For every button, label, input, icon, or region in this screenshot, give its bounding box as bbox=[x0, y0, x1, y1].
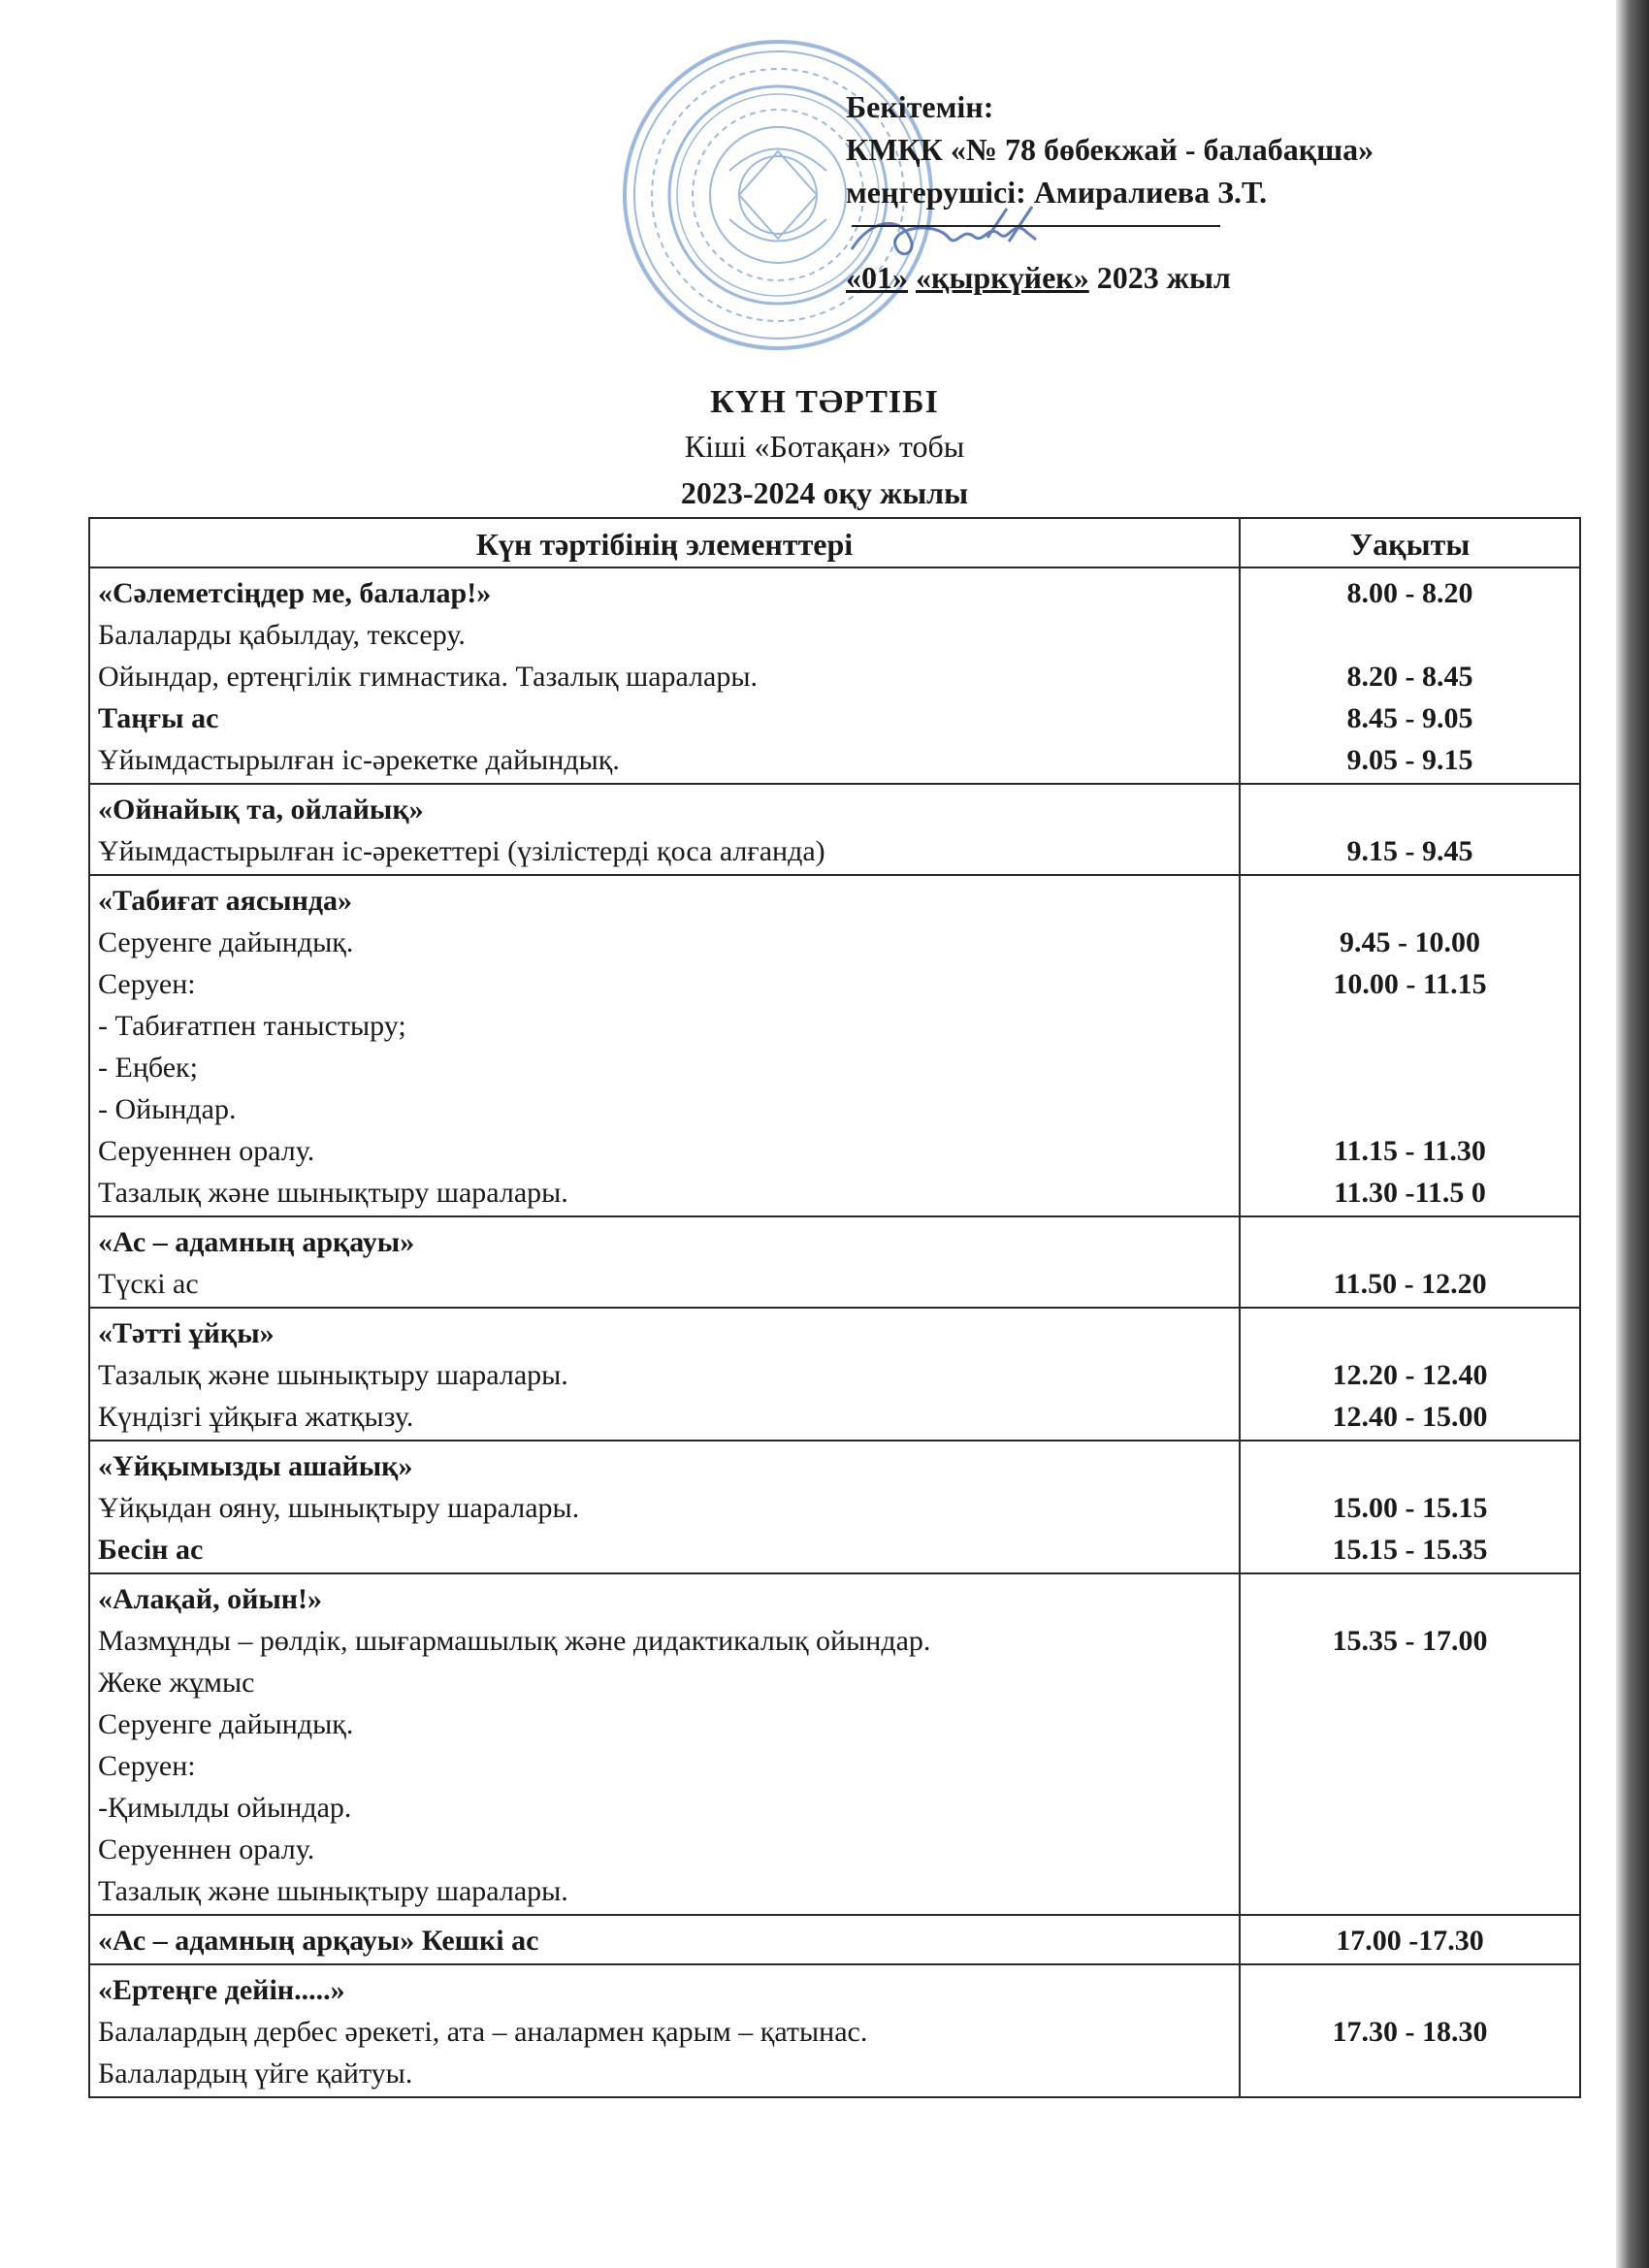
activity-line: Тазалық және шынықтыру шаралары. bbox=[98, 1875, 568, 1907]
time-range: 8.45 - 9.05 bbox=[1346, 702, 1473, 734]
time-cell bbox=[1240, 875, 1580, 1216]
activity-heading: «Алақай, ойын!» bbox=[98, 1583, 323, 1615]
time-spacer bbox=[1248, 1445, 1571, 1487]
activity-line: Жеке жұмыс bbox=[98, 1667, 255, 1699]
time-range: 9.45 - 10.00 bbox=[1340, 926, 1480, 958]
activity-cell bbox=[89, 1964, 1240, 2097]
signature-line bbox=[852, 225, 1220, 227]
activity-line: Балалардың дербес әрекеті, ата – аналармен қарым – қатынас. bbox=[98, 2016, 868, 2048]
time-cell bbox=[1240, 1964, 1580, 2097]
time-cell bbox=[1240, 1441, 1580, 1573]
activity-line: Серуенге дайындық. bbox=[98, 1708, 354, 1740]
time-cell bbox=[1240, 567, 1580, 784]
activity-cell bbox=[89, 875, 1240, 1216]
activity-line: Таңғы ас bbox=[98, 702, 219, 734]
time-range: 9.05 - 9.15 bbox=[1346, 744, 1473, 776]
table-row bbox=[89, 567, 1580, 784]
activity-heading: «Ас – адамның арқауы» Кешкі ас bbox=[98, 1925, 539, 1957]
group-name: Кіші «Ботақан» тобы bbox=[684, 429, 965, 464]
activity-line: Күндізгі ұйқыға жатқызу. bbox=[98, 1401, 414, 1433]
activity-line: Тазалық және шынықтыру шаралары. bbox=[98, 1359, 568, 1391]
activity-heading: «Ас – адамның арқауы» bbox=[98, 1226, 415, 1258]
activity-line: Серуеннен оралу. bbox=[98, 1833, 315, 1865]
activity-line: Мазмұнды – рөлдік, шығармашылық және дидактикалық ойындар. bbox=[98, 1625, 931, 1657]
table-row bbox=[89, 784, 1580, 875]
schedule-body bbox=[89, 567, 1580, 2097]
table-row bbox=[89, 1964, 1580, 2097]
column-header-time: Уақыты bbox=[1240, 518, 1580, 567]
academic-year: 2023-2024 оқу жылы bbox=[680, 475, 969, 510]
activity-cell bbox=[89, 1915, 1240, 1964]
time-cell bbox=[1240, 1216, 1580, 1308]
time-spacer bbox=[1248, 1745, 1571, 1787]
time-spacer bbox=[1248, 1829, 1571, 1870]
time-spacer bbox=[1248, 614, 1571, 656]
table-row bbox=[89, 1915, 1580, 1964]
activity-heading: «Тәтті ұйқы» bbox=[98, 1317, 275, 1349]
time-spacer bbox=[1248, 1221, 1571, 1263]
table-row bbox=[89, 875, 1580, 1216]
approval-date-year: 2023 жыл bbox=[1096, 260, 1231, 295]
activity-line: - Ойындар. bbox=[98, 1093, 237, 1125]
approval-head: меңгерушісі: Амиралиева З.Т. bbox=[846, 175, 1268, 210]
time-spacer bbox=[1248, 789, 1571, 830]
activity-heading: «Ертеңге дейін.....» bbox=[98, 1974, 345, 2006]
time-spacer bbox=[1248, 880, 1571, 922]
table-row bbox=[89, 1216, 1580, 1308]
activity-line: Ұйымдастырылған іс-әрекетке дайындық. bbox=[98, 744, 620, 776]
activity-line: Серуен: bbox=[98, 1750, 196, 1782]
approval-heading: Бекітемін: bbox=[846, 89, 994, 124]
activity-cell bbox=[89, 1441, 1240, 1573]
activity-line: Түскі ас bbox=[98, 1268, 199, 1300]
time-range: 11.30 -11.5 0 bbox=[1334, 1177, 1486, 1209]
activity-line: Балалардың үйге қайтуы. bbox=[98, 2057, 413, 2090]
activity-cell bbox=[89, 1573, 1240, 1915]
activity-cell bbox=[89, 567, 1240, 784]
time-spacer bbox=[1248, 1005, 1571, 1047]
time-spacer bbox=[1248, 1662, 1571, 1703]
time-range: 8.00 - 8.20 bbox=[1346, 577, 1473, 609]
page-title: КҮН ТӘРТІБІ bbox=[710, 384, 939, 420]
time-spacer bbox=[1248, 1969, 1571, 2011]
time-range: 17.30 - 18.30 bbox=[1332, 2016, 1488, 2048]
time-spacer bbox=[1248, 1088, 1571, 1130]
activity-heading: «Сәлеметсіңдер ме, балалар!» bbox=[98, 577, 492, 609]
activity-cell bbox=[89, 784, 1240, 875]
time-range: 12.40 - 15.00 bbox=[1332, 1401, 1488, 1433]
activity-cell bbox=[89, 1216, 1240, 1308]
activity-line: Балаларды қабылдау, тексеру. bbox=[98, 619, 466, 651]
time-range: 15.15 - 15.35 bbox=[1332, 1534, 1488, 1566]
approval-block bbox=[846, 85, 1374, 213]
activity-line: Ойындар, ертеңгілік гимнастика. Тазалық шаралары. bbox=[98, 661, 759, 693]
activity-line: - Еңбек; bbox=[98, 1052, 198, 1084]
approval-date-day: «01» bbox=[846, 260, 908, 295]
schedule-table bbox=[88, 517, 1581, 2098]
approval-date bbox=[846, 260, 1231, 296]
column-header-elements: Күн тәртібінің элементтері bbox=[89, 518, 1240, 567]
activity-line: Серуен: bbox=[98, 968, 196, 1000]
activity-line: Серуенге дайындық. bbox=[98, 926, 354, 958]
activity-line: Тазалық және шынықтыру шаралары. bbox=[98, 1177, 568, 1209]
time-spacer bbox=[1248, 1870, 1571, 1912]
time-range: 15.35 - 17.00 bbox=[1332, 1625, 1488, 1657]
activity-heading: «Ойнайық та, ойлайық» bbox=[98, 794, 424, 826]
time-range: 17.00 -17.30 bbox=[1336, 1925, 1484, 1957]
time-cell bbox=[1240, 1308, 1580, 1441]
time-range: 15.00 - 15.15 bbox=[1332, 1492, 1488, 1524]
activity-line: Серуеннен оралу. bbox=[98, 1135, 315, 1167]
approval-organization: КМҚК «№ 78 бөбекжай - балабақша» bbox=[846, 132, 1374, 167]
time-cell bbox=[1240, 1915, 1580, 1964]
time-spacer bbox=[1248, 1578, 1571, 1620]
activity-line: Ұйқыдан ояну, шынықтыру шаралары. bbox=[98, 1492, 580, 1524]
time-range: 12.20 - 12.40 bbox=[1332, 1359, 1488, 1391]
time-cell bbox=[1240, 1573, 1580, 1915]
activity-cell bbox=[89, 1308, 1240, 1441]
activity-heading: «Ұйқымызды ашайық» bbox=[98, 1450, 413, 1482]
table-header-row bbox=[89, 518, 1580, 567]
table-row bbox=[89, 1308, 1580, 1441]
scan-edge-shadow bbox=[1616, 0, 1649, 2268]
time-spacer bbox=[1248, 1312, 1571, 1354]
time-spacer bbox=[1248, 2053, 1571, 2094]
time-range: 8.20 - 8.45 bbox=[1346, 661, 1473, 693]
time-spacer bbox=[1248, 1703, 1571, 1745]
activity-line: - Табиғатпен таныстыру; bbox=[98, 1010, 406, 1042]
activity-heading: «Табиғат аясында» bbox=[98, 885, 353, 917]
activity-line: Ұйымдастырылған іс-әрекеттері (үзілістерді қоса алғанда) bbox=[98, 835, 825, 867]
time-spacer bbox=[1248, 1787, 1571, 1829]
time-range: 11.15 - 11.30 bbox=[1334, 1135, 1486, 1167]
time-spacer bbox=[1248, 1047, 1571, 1088]
activity-line: Бесін ас bbox=[98, 1534, 204, 1566]
activity-line: -Қимылды ойындар. bbox=[98, 1792, 352, 1824]
time-cell bbox=[1240, 784, 1580, 875]
approval-date-month: «қыркүйек» bbox=[916, 260, 1089, 295]
table-row bbox=[89, 1441, 1580, 1573]
time-range: 10.00 - 11.15 bbox=[1333, 968, 1487, 1000]
time-range: 9.15 - 9.45 bbox=[1346, 835, 1473, 867]
time-range: 11.50 - 12.20 bbox=[1333, 1268, 1487, 1300]
table-row bbox=[89, 1573, 1580, 1915]
